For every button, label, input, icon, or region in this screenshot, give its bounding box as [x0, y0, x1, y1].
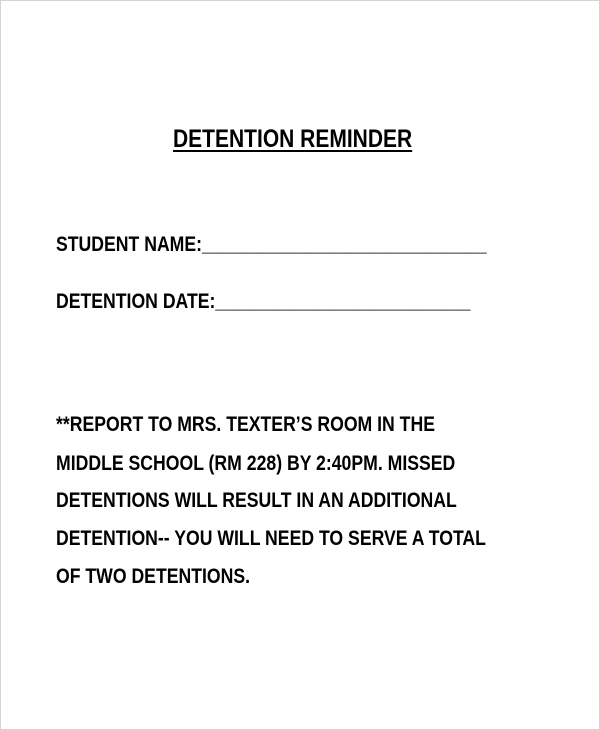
detention-date-field — [56, 290, 471, 314]
notice-line: DETENTION-- YOU WILL NEED TO SERVE A TOTAL — [56, 527, 486, 550]
detention-date-label: DETENTION DATE: — [56, 290, 216, 313]
notice-line: MIDDLE SCHOOL (RM 228) BY 2:40PM. MISSED — [56, 452, 456, 475]
student-name-blank: _____________________________ — [202, 233, 487, 256]
notice-line: OF TWO DETENTIONS. — [56, 565, 251, 588]
student-name-label: STUDENT NAME: — [56, 233, 203, 256]
detention-date-blank: __________________________ — [215, 290, 471, 313]
page-title: DETENTION REMINDER — [173, 125, 413, 153]
notice-line: **REPORT TO MRS. TEXTER’S ROOM IN THE — [56, 413, 435, 436]
notice-line: DETENTIONS WILL RESULT IN AN ADDITIONAL — [56, 489, 457, 512]
student-name-field — [56, 233, 487, 257]
